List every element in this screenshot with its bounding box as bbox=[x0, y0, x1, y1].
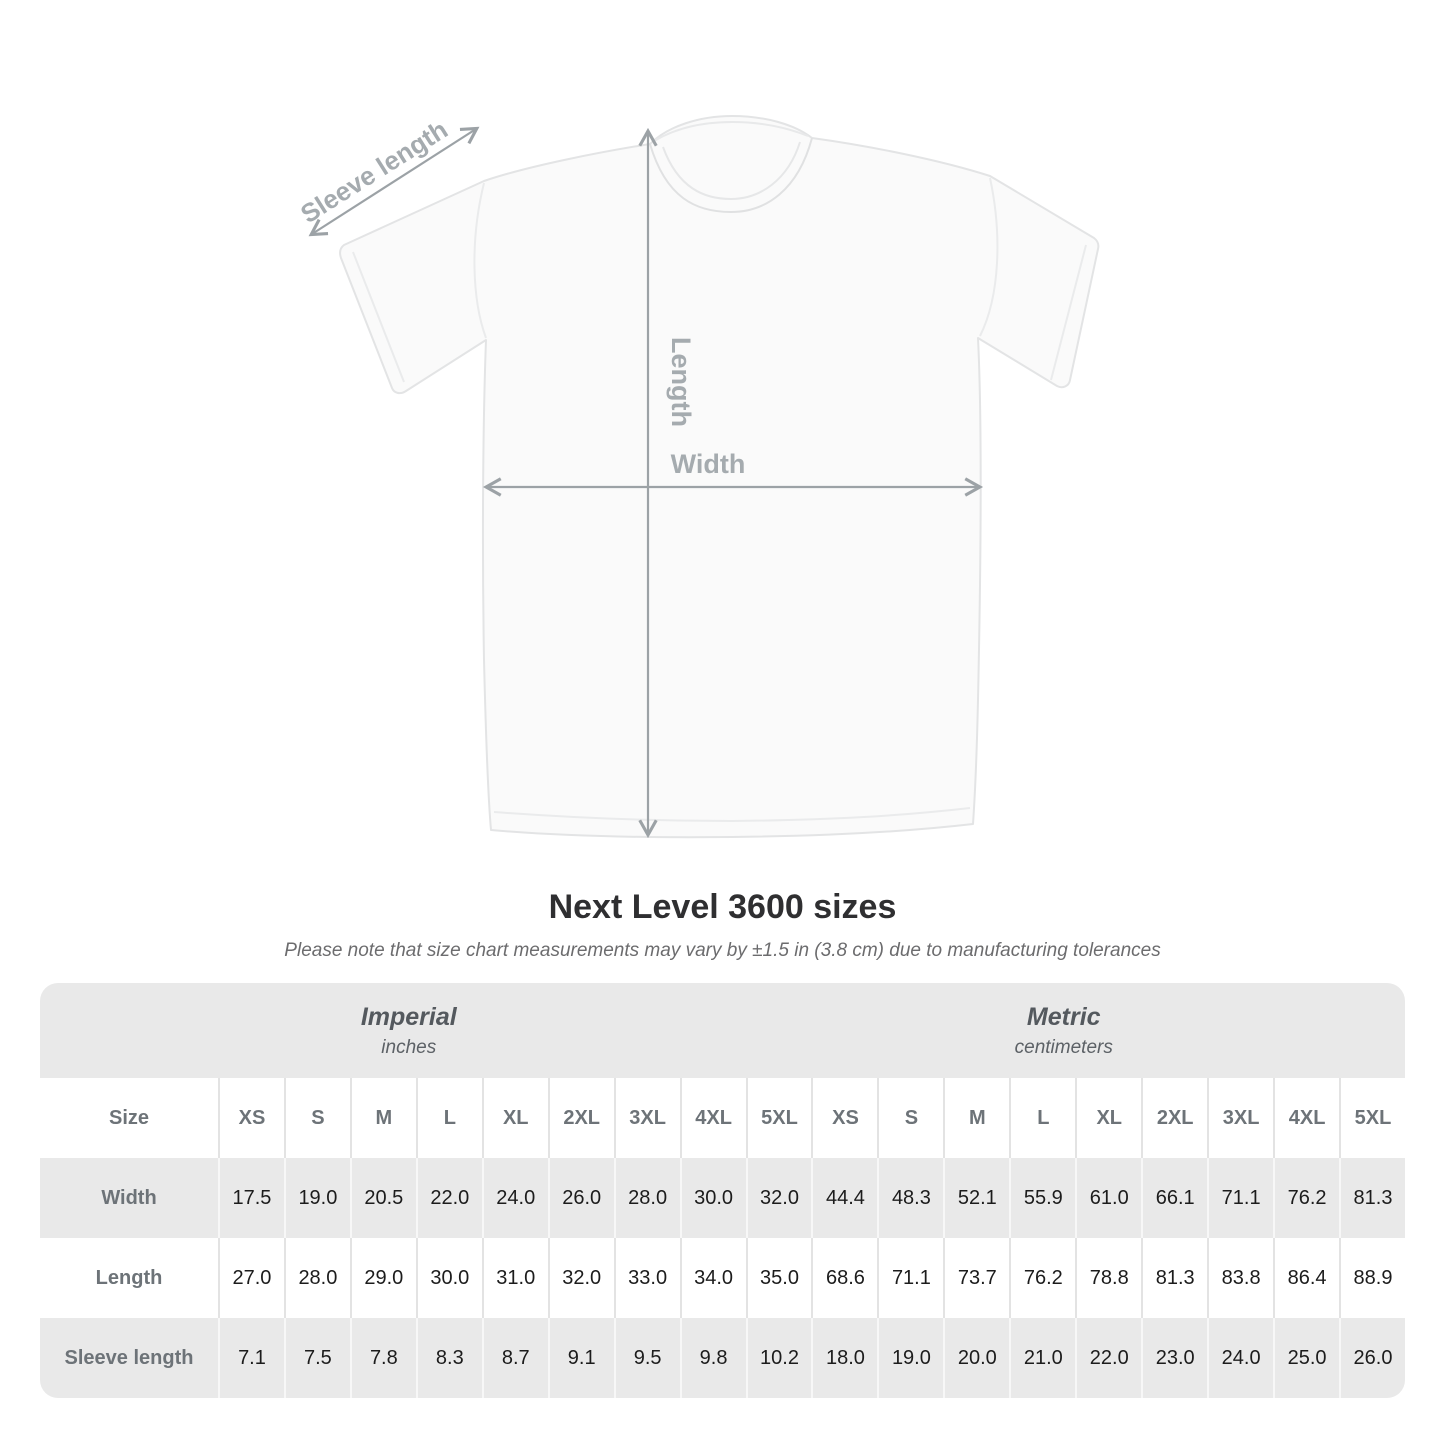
col-header-imperial-3xl: 3XL bbox=[614, 1078, 680, 1158]
value-cell: 73.7 bbox=[943, 1238, 1009, 1318]
metric-unit-label: centimeters bbox=[1014, 1036, 1113, 1058]
col-header-imperial-5xl: 5XL bbox=[746, 1078, 812, 1158]
col-header-imperial-s: S bbox=[284, 1078, 350, 1158]
value-cell: 81.3 bbox=[1141, 1238, 1207, 1318]
col-header-metric-m: M bbox=[943, 1078, 1009, 1158]
value-cell: 66.1 bbox=[1141, 1158, 1207, 1238]
value-cell: 78.8 bbox=[1075, 1238, 1141, 1318]
value-cell: 52.1 bbox=[943, 1158, 1009, 1238]
value-cell: 25.0 bbox=[1273, 1318, 1339, 1398]
value-cell: 24.0 bbox=[1207, 1318, 1273, 1398]
size-header-row bbox=[40, 1078, 1405, 1158]
imperial-header bbox=[40, 983, 723, 1078]
size-table bbox=[40, 983, 1405, 1398]
value-cell: 7.1 bbox=[218, 1318, 284, 1398]
value-cell: 18.0 bbox=[811, 1318, 877, 1398]
value-cell: 48.3 bbox=[877, 1158, 943, 1238]
value-cell: 71.1 bbox=[877, 1238, 943, 1318]
value-cell: 71.1 bbox=[1207, 1158, 1273, 1238]
value-cell: 22.0 bbox=[1075, 1318, 1141, 1398]
row-label-width: Width bbox=[101, 1186, 157, 1209]
value-cell: 19.0 bbox=[284, 1158, 350, 1238]
metric-label: Metric bbox=[1026, 1002, 1101, 1031]
value-cell: 88.9 bbox=[1339, 1238, 1405, 1318]
value-cell: 86.4 bbox=[1273, 1238, 1339, 1318]
col-header-imperial-l: L bbox=[416, 1078, 482, 1158]
page-title: Next Level 3600 sizes bbox=[548, 888, 897, 926]
imperial-label: Imperial bbox=[360, 1002, 457, 1031]
value-cell: 32.0 bbox=[548, 1238, 614, 1318]
length-label: Length bbox=[666, 337, 696, 427]
value-cell: 9.8 bbox=[680, 1318, 746, 1398]
value-cell: 27.0 bbox=[218, 1238, 284, 1318]
sleeve-length-row bbox=[40, 1318, 1405, 1398]
col-header-metric-5xl: 5XL bbox=[1339, 1078, 1405, 1158]
col-header-imperial-2xl: 2XL bbox=[548, 1078, 614, 1158]
value-cell: 28.0 bbox=[614, 1158, 680, 1238]
value-cell: 76.2 bbox=[1273, 1158, 1339, 1238]
value-cell: 10.2 bbox=[746, 1318, 812, 1398]
value-cell: 44.4 bbox=[811, 1158, 877, 1238]
col-header-metric-l: L bbox=[1009, 1078, 1075, 1158]
value-cell: 9.5 bbox=[614, 1318, 680, 1398]
value-cell: 26.0 bbox=[548, 1158, 614, 1238]
tolerance-note: Please note that size chart measurements may vary by ±1.5 in (3.8 cm) due to manufacturing tolerances bbox=[284, 940, 1161, 961]
value-cell: 31.0 bbox=[482, 1238, 548, 1318]
value-cell: 7.5 bbox=[284, 1318, 350, 1398]
value-cell: 76.2 bbox=[1009, 1238, 1075, 1318]
value-cell: 9.1 bbox=[548, 1318, 614, 1398]
col-header-metric-s: S bbox=[877, 1078, 943, 1158]
col-header-metric-4xl: 4XL bbox=[1273, 1078, 1339, 1158]
col-header-imperial-xs: XS bbox=[218, 1078, 284, 1158]
value-cell: 29.0 bbox=[350, 1238, 416, 1318]
value-cell: 32.0 bbox=[746, 1158, 812, 1238]
col-header-imperial-m: M bbox=[350, 1078, 416, 1158]
value-cell: 19.0 bbox=[877, 1318, 943, 1398]
value-cell: 7.8 bbox=[350, 1318, 416, 1398]
col-header-metric-xl: XL bbox=[1075, 1078, 1141, 1158]
value-cell: 61.0 bbox=[1075, 1158, 1141, 1238]
col-header-metric-3xl: 3XL bbox=[1207, 1078, 1273, 1158]
value-cell: 21.0 bbox=[1009, 1318, 1075, 1398]
value-cell: 22.0 bbox=[416, 1158, 482, 1238]
value-cell: 30.0 bbox=[680, 1158, 746, 1238]
value-cell: 28.0 bbox=[284, 1238, 350, 1318]
value-cell: 30.0 bbox=[416, 1238, 482, 1318]
value-cell: 33.0 bbox=[614, 1238, 680, 1318]
value-cell: 8.7 bbox=[482, 1318, 548, 1398]
value-cell: 8.3 bbox=[416, 1318, 482, 1398]
width-row bbox=[40, 1158, 1405, 1238]
metric-header bbox=[723, 983, 1406, 1078]
width-label: Width bbox=[670, 449, 746, 479]
col-header-imperial-xl: XL bbox=[482, 1078, 548, 1158]
col-header-imperial-4xl: 4XL bbox=[680, 1078, 746, 1158]
value-cell: 81.3 bbox=[1339, 1158, 1405, 1238]
value-cell: 24.0 bbox=[482, 1158, 548, 1238]
value-cell: 20.0 bbox=[943, 1318, 1009, 1398]
value-cell: 55.9 bbox=[1009, 1158, 1075, 1238]
size-row-label: Size bbox=[108, 1106, 150, 1129]
value-cell: 34.0 bbox=[680, 1238, 746, 1318]
value-cell: 68.6 bbox=[811, 1238, 877, 1318]
imperial-unit-label: inches bbox=[381, 1036, 437, 1058]
value-cell: 83.8 bbox=[1207, 1238, 1273, 1318]
col-header-metric-2xl: 2XL bbox=[1141, 1078, 1207, 1158]
value-cell: 20.5 bbox=[350, 1158, 416, 1238]
unit-header-row bbox=[40, 983, 1405, 1078]
length-row bbox=[40, 1238, 1405, 1318]
value-cell: 23.0 bbox=[1141, 1318, 1207, 1398]
row-label-length: Length bbox=[95, 1266, 163, 1289]
value-cell: 35.0 bbox=[746, 1238, 812, 1318]
col-header-metric-xs: XS bbox=[811, 1078, 877, 1158]
row-label-sleeve-length: Sleeve length bbox=[64, 1346, 194, 1369]
value-cell: 26.0 bbox=[1339, 1318, 1405, 1398]
value-cell: 17.5 bbox=[218, 1158, 284, 1238]
sleeve-length-label: Sleeve length bbox=[295, 114, 453, 230]
